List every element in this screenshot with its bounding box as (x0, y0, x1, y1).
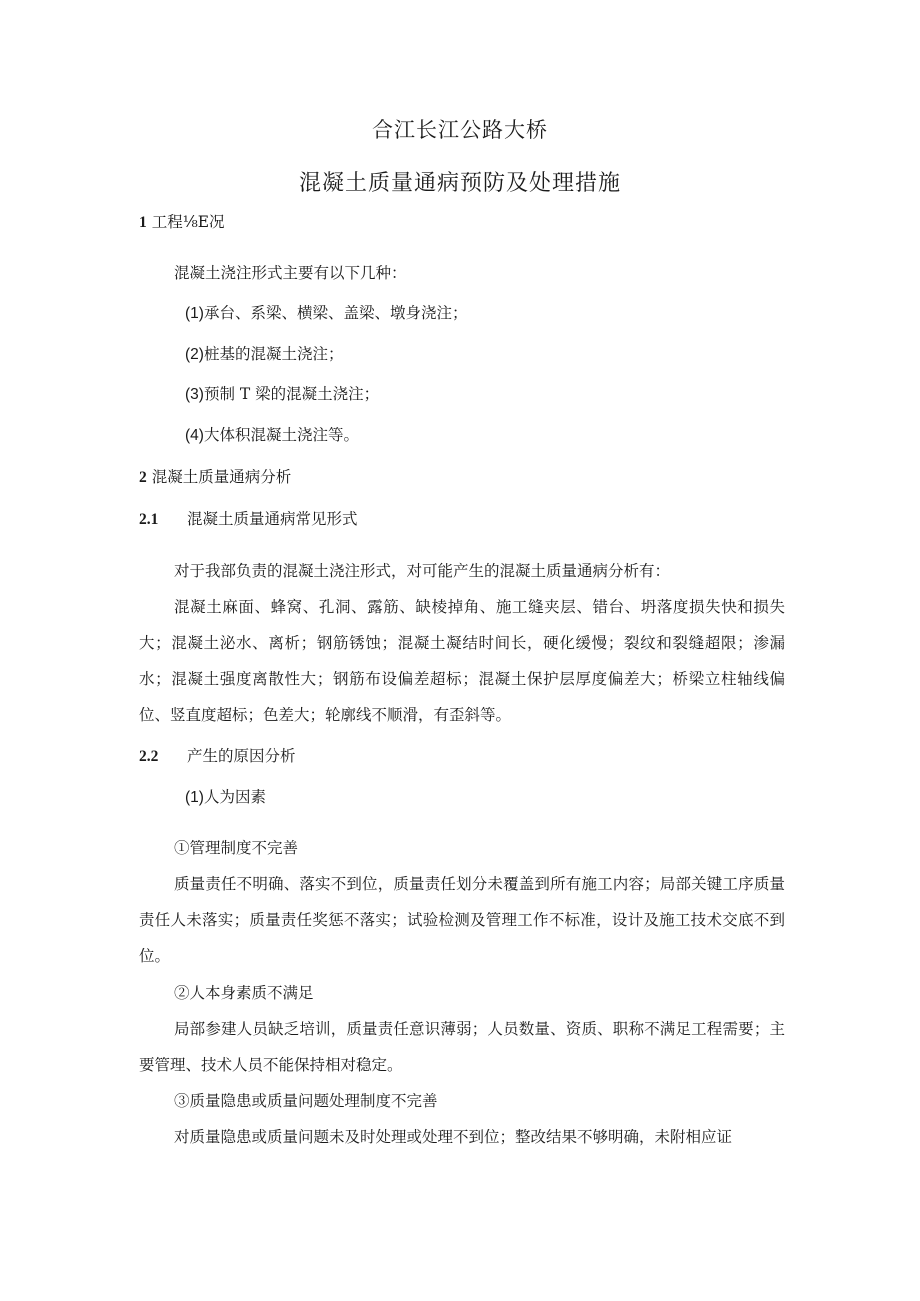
document-title-line2: 混凝土质量通病预防及处理措施 (298, 171, 621, 196)
list-item-2 (185, 344, 343, 365)
subsection-2-1-title: 混凝土质量通病常见形式 (187, 510, 358, 528)
subsection-2-1-para1: 对于我部负责的混凝土浇注形式，对可能产生的混凝土质量通病分析有： (174, 562, 671, 580)
subsection-2-1-heading (139, 509, 358, 530)
list-item-4-number: (4) (185, 427, 204, 444)
subsection-2-1-para2: 混凝土麻面、蜂窝、孔洞、露筋、缺棱掉角、施工缝夹层、错台、坍落度损失快和损失大；混凝土泌水、离析；钢筋锈蚀；混凝土凝结时间长，硬化缓慢；裂纹和裂缝超限；渗漏水；混凝土强度离散性大；钢筋布设偏差超标；混凝土保护层厚度偏差大；桥梁立柱轴线偏位、竖直度超标；色差大；轮廓线不顺滑，有歪斜等。 (139, 598, 785, 724)
point-1-title: ①管理制度不完善 (174, 839, 299, 857)
list-item-3-text: 预制 T 梁的混凝土浇注； (203, 385, 380, 403)
section-1-number: 1 (139, 214, 147, 231)
list-item-2-number: (2) (185, 346, 204, 363)
subsection-2-1-number: 2.1 (139, 511, 159, 528)
factor-1-text: 人为因素 (203, 788, 266, 806)
list-item-1-number: (1) (185, 305, 204, 322)
document-title-line1: 合江长江公路大桥 (372, 118, 548, 142)
point-2-title: ②人本身素质不满足 (174, 984, 314, 1002)
section-2-heading (139, 467, 291, 488)
section-2-title: 混凝土质量通病分析 (151, 468, 292, 486)
point-3-title: ③质量隐患或质量问题处理制度不完善 (174, 1092, 438, 1110)
list-item-3 (185, 384, 379, 405)
subsection-2-2-heading (139, 746, 296, 767)
point-1-text: 质量责任不明确、落实不到位，质量责任划分未覆盖到所有施工内容；局部关键工序质量责任人未落实；质量责任奖惩不落实；试验检测及管理工作不标准，设计及施工技术交底不到位。 (139, 875, 785, 965)
list-item-1 (185, 303, 467, 324)
list-item-3-number: (3) (185, 386, 204, 403)
section-1-title: 工程⅛E况 (151, 213, 225, 231)
factor-1-number: (1) (185, 789, 204, 806)
subsection-2-2-title: 产生的原因分析 (187, 747, 296, 765)
point-3-text: 对质量隐患或质量问题未及时处理或处理不到位；整改结果不够明确，未附相应证 (174, 1128, 733, 1146)
list-item-4 (185, 425, 359, 446)
subsection-2-2-number: 2.2 (139, 748, 159, 765)
list-item-4-text: 大体积混凝土浇注等。 (203, 426, 359, 444)
list-item-2-text: 桩基的混凝土浇注； (203, 345, 344, 363)
factor-1 (185, 787, 266, 808)
list-item-1-text: 承台、系梁、横梁、盖梁、墩身浇注； (203, 304, 468, 322)
section-1-intro: 混凝土浇注形式主要有以下几种： (174, 264, 407, 282)
section-2-number: 2 (139, 469, 147, 486)
point-2-text: 局部参建人员缺乏培训，质量责任意识薄弱；人员数量、资质、职称不满足工程需要；主要管理、技术人员不能保持相对稳定。 (139, 1020, 785, 1074)
section-1-heading (139, 212, 225, 233)
